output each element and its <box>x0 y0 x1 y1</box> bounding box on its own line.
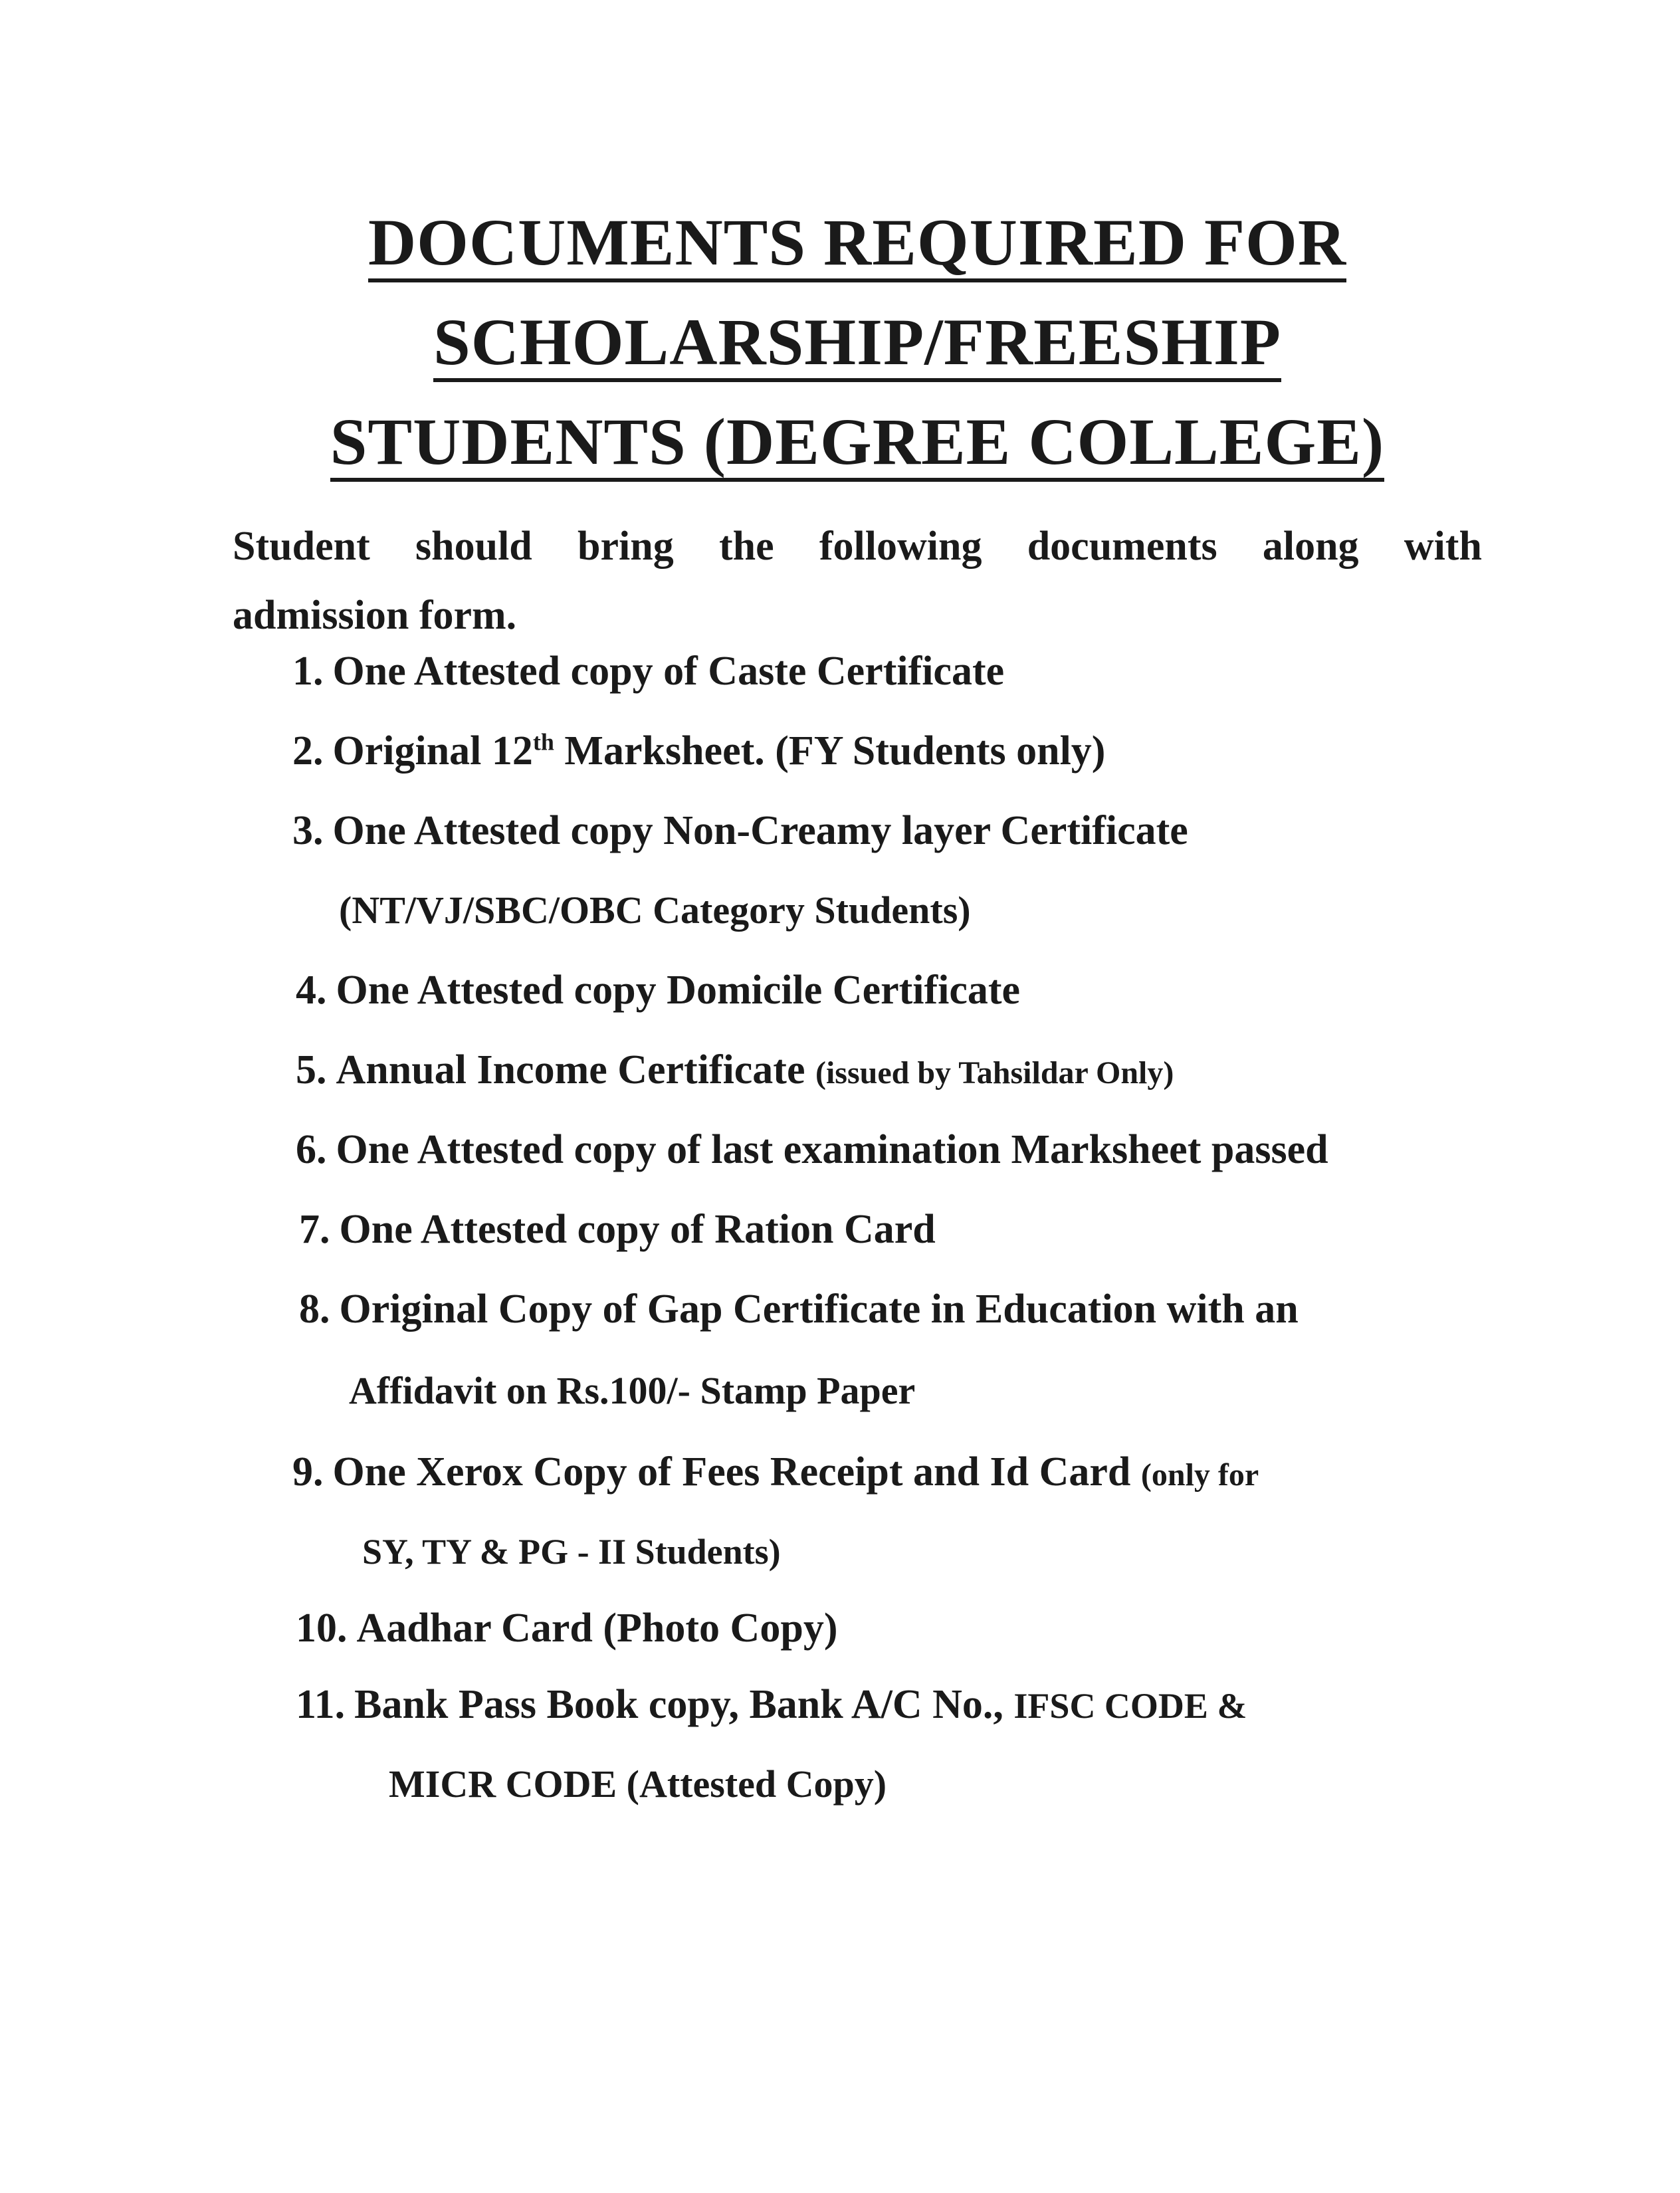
item-text: One Attested copy Domicile Certificate <box>336 968 1021 1013</box>
item-number: 11. <box>296 1682 346 1727</box>
list-item-4 <box>296 967 1020 1013</box>
title-line-1: DOCUMENTS REQUIRED FOR <box>368 207 1346 282</box>
list-item-6 <box>296 1126 1328 1173</box>
item-text: Aadhar Card (Photo Copy) <box>356 1606 838 1651</box>
item-text: One Attested copy of Caste Certificate <box>332 649 1005 694</box>
intro-line-1 <box>233 512 1482 581</box>
item-note: (only for <box>1140 1457 1259 1493</box>
item-number: 2. <box>292 728 324 774</box>
intro-line-2: admission form. <box>233 593 517 638</box>
intro-word: should <box>415 524 532 569</box>
intro-word: documents <box>1027 524 1217 569</box>
item-text-cont: Marksheet. (FY Students only) <box>554 728 1106 774</box>
item-number: 6. <box>296 1127 327 1172</box>
item-note: IFSC CODE & <box>1013 1686 1247 1726</box>
item-text: One Xerox Copy of Fees Receipt and Id Card <box>332 1449 1131 1495</box>
item-number: 1. <box>292 649 324 694</box>
list-item-3-continuation: (NT/VJ/SBC/OBC Category Students) <box>339 888 971 932</box>
list-item-2 <box>292 728 1105 774</box>
item-text: Original 12 <box>332 728 533 774</box>
list-item-8 <box>299 1286 1299 1332</box>
document-title <box>219 193 1495 492</box>
list-item-11 <box>296 1681 1247 1729</box>
item-note: (issued by Tahsildar Only) <box>815 1055 1174 1091</box>
item-number: 4. <box>296 968 327 1013</box>
intro-word: Student <box>233 524 370 569</box>
item-text: One Attested copy of last examination Marksheet passed <box>336 1127 1328 1172</box>
intro-word: the <box>718 524 774 569</box>
item-text: Annual Income Certificate <box>336 1047 805 1093</box>
intro-word: following <box>819 524 982 569</box>
item-text: Original Copy of Gap Certificate in Education with an <box>339 1287 1299 1332</box>
item-text: Bank Pass Book copy, Bank A/C No., <box>354 1682 1003 1727</box>
title-line-3: STUDENTS (DEGREE COLLEGE) <box>330 406 1384 482</box>
item-number: 9. <box>292 1449 324 1495</box>
list-item-8-continuation: Affidavit on Rs.100/- Stamp Paper <box>349 1369 916 1412</box>
list-item-7 <box>299 1206 936 1253</box>
list-item-9 <box>292 1449 1259 1499</box>
list-item-9-continuation: SY, TY & PG - II Students) <box>362 1532 781 1572</box>
list-item-11-continuation: MICR CODE (Attested Copy) <box>389 1762 887 1806</box>
intro-word: with <box>1404 524 1482 569</box>
list-item-3 <box>292 807 1188 854</box>
item-text: One Attested copy Non-Creamy layer Certificate <box>332 808 1188 853</box>
item-number: 8. <box>299 1287 330 1332</box>
item-number: 10. <box>296 1606 348 1651</box>
item-number: 7. <box>299 1207 330 1252</box>
intro-paragraph <box>233 512 1482 650</box>
list-item-10 <box>296 1605 837 1651</box>
intro-word: along <box>1262 524 1359 569</box>
title-line-2: SCHOLARSHIP/FREESHIP <box>433 306 1281 382</box>
item-number: 3. <box>292 808 324 853</box>
list-item-1 <box>292 648 1004 694</box>
item-text: One Attested copy of Ration Card <box>339 1207 936 1252</box>
list-item-5 <box>296 1047 1174 1096</box>
ordinal-suffix: th <box>532 728 554 756</box>
intro-word: bring <box>578 524 674 569</box>
item-number: 5. <box>296 1047 327 1093</box>
